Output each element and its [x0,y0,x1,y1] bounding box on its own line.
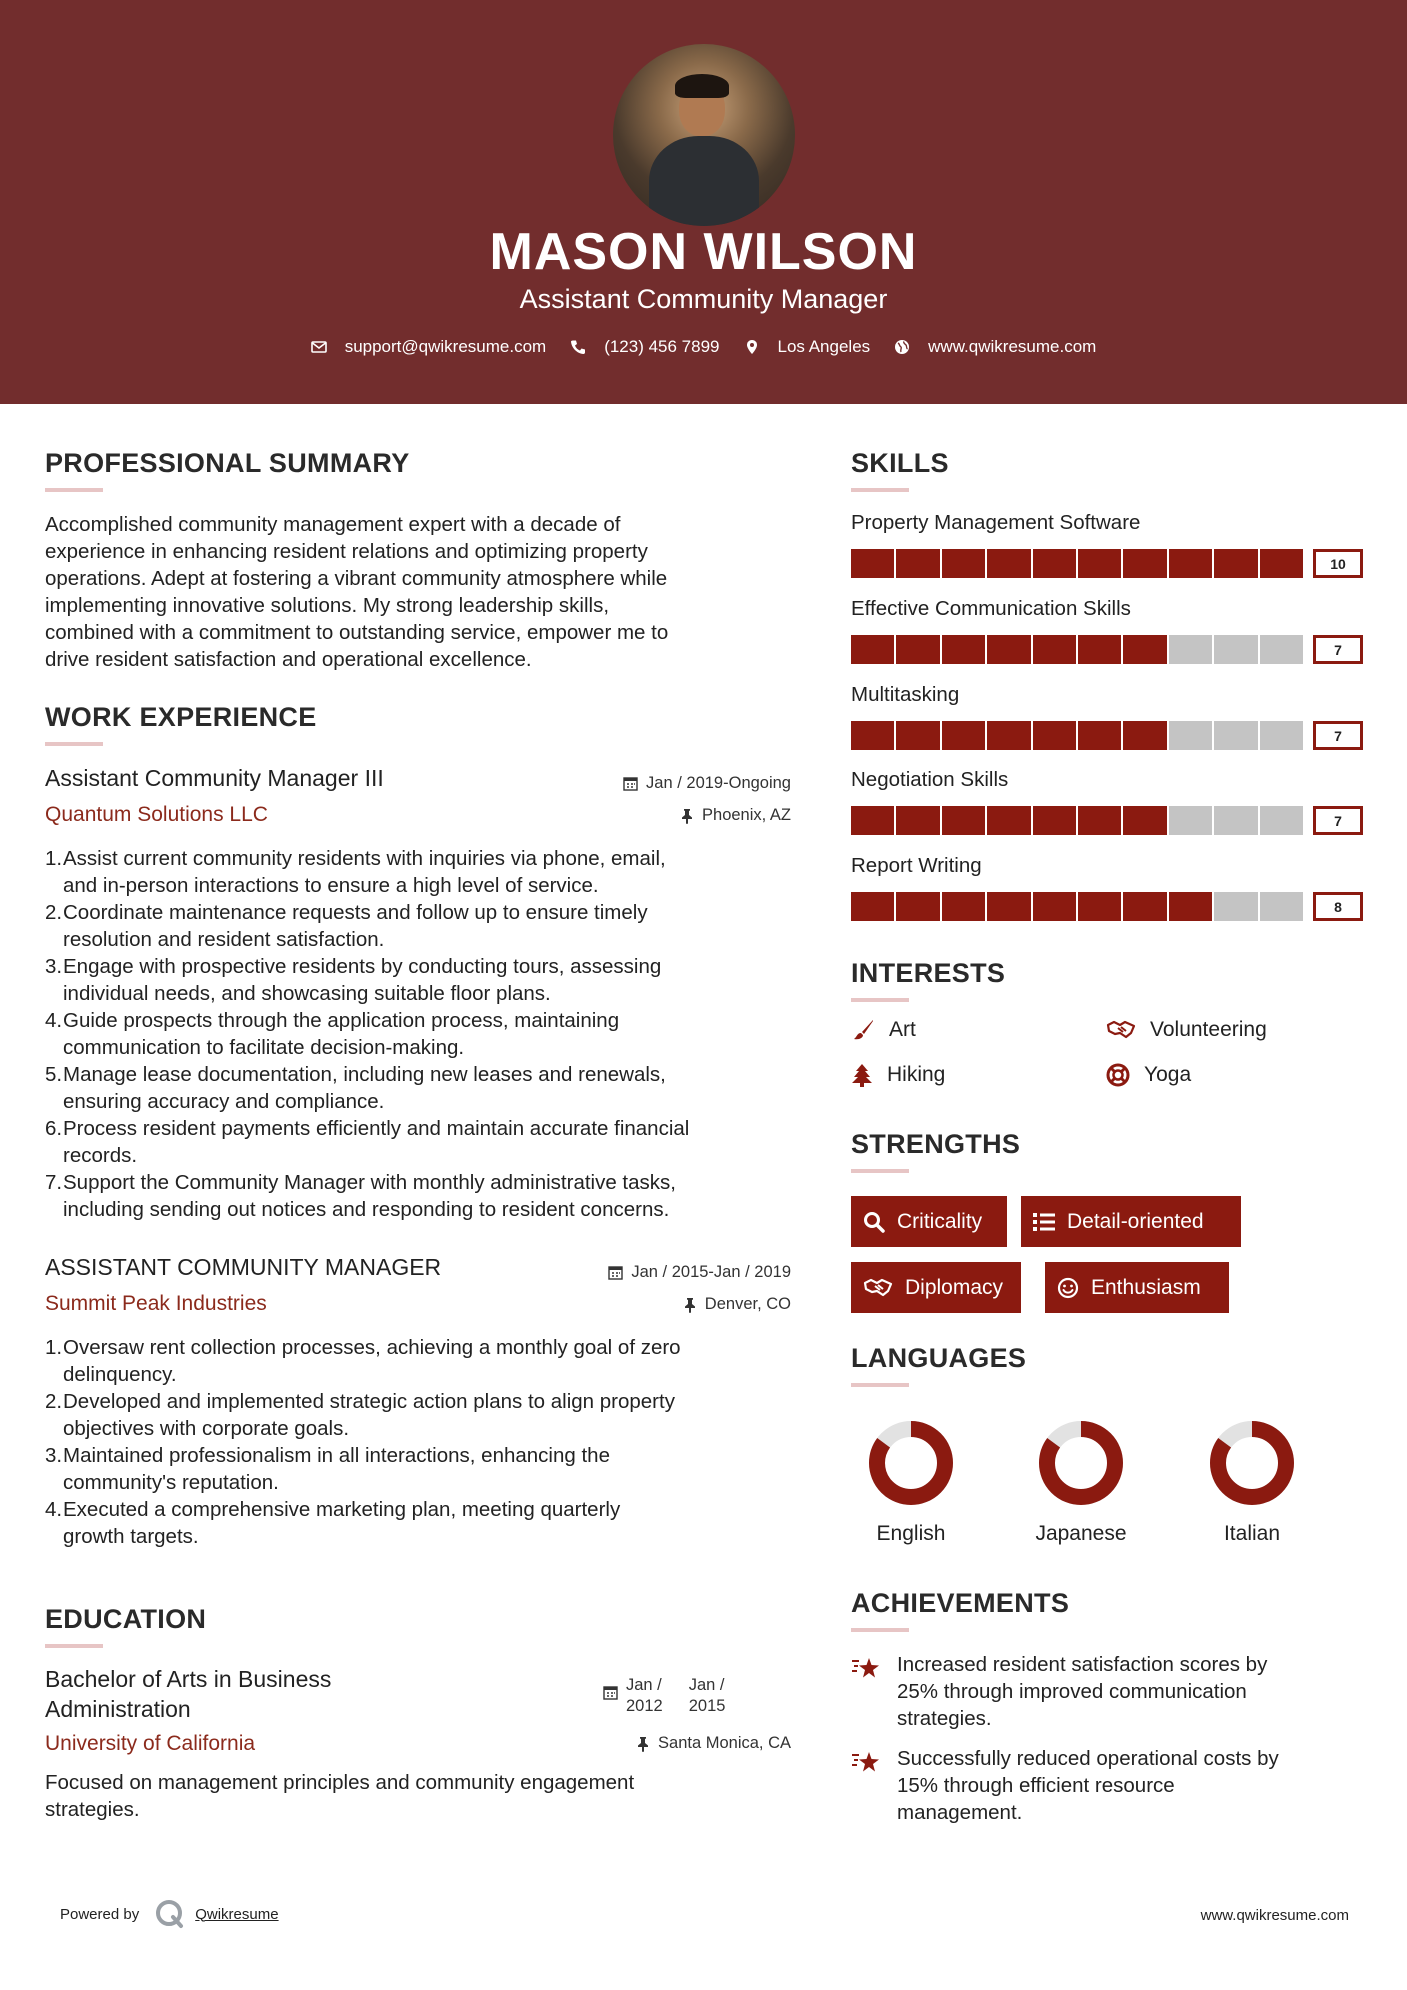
skill-name: Multitasking [851,683,960,706]
school-name: University of California [45,1732,256,1755]
languages-heading: LANGUAGES [851,1343,1027,1373]
skill-segment [987,892,1030,921]
strengths-heading: STRENGTHS [851,1129,1021,1159]
contact-website[interactable] [894,337,1096,357]
skill-segment [1214,721,1257,750]
skill-level-bar [851,892,1363,921]
skill-score: 10 [1313,549,1363,578]
summary-heading-underline [45,488,103,492]
smile-icon [1057,1277,1079,1299]
list-item: 7. Support the Community Manager with monthly administrative tasks, including sending out notices and responding to resident concerns. [45,1171,676,1221]
skill-segment [1033,806,1076,835]
skill-segment [1033,635,1076,664]
achievement-item [851,1651,1267,1732]
education-description: Focused on management principles and community engagement strategies. [45,1771,635,1821]
summary-line: drive resident satisfaction and operational excellence. [45,648,532,671]
skill-segment [1123,549,1166,578]
skill-segment [1123,721,1166,750]
language-proficiency-donut [1209,1420,1295,1506]
skill-segment [1260,549,1303,578]
job-date-text: Jan / 2015-Jan / 2019 [631,1263,791,1281]
job-duties [45,845,805,1223]
candidate-name: MASON WILSON [489,223,918,281]
skill-segment [1260,892,1303,921]
skill-segment [851,635,894,664]
skill-score: 7 [1313,806,1363,835]
interest-label: Art [889,1018,916,1041]
interest-label: Hiking [887,1063,946,1086]
skill-score: 8 [1313,892,1363,921]
job-location [680,806,791,825]
skill-segment [1123,806,1166,835]
company-name: Summit Peak Industries [45,1292,267,1315]
education-dates [603,1675,725,1717]
experience-heading-underline [45,742,103,746]
achievement-text: Increased resident satisfaction scores by 25% through improved communication strategies. [897,1653,1268,1730]
skill-score: 7 [1313,635,1363,664]
strengths-heading-underline [851,1169,909,1173]
job-date [608,1263,791,1282]
footer-website[interactable]: www.qwikresume.com [1200,1907,1349,1924]
list-item: 6. Process resident payments efficiently and maintain accurate financial records. [45,1117,690,1167]
strength-badge [1021,1196,1241,1247]
star-badge-icon [851,1749,883,1775]
summary-line: combined with a commitment to outstanding service, empower me to [45,621,669,644]
calendar-icon [603,1685,618,1700]
job-date [623,774,791,793]
handshake-icon [863,1277,893,1299]
language-name: Japanese [1035,1522,1127,1545]
list-item: 2. Coordinate maintenance requests and follow up to ensure timely resolution and resident satisfaction. [45,901,648,951]
job-location [683,1295,791,1314]
profile-photo [613,44,795,226]
summary-line: Accomplished community management expert with a decade of [45,513,621,536]
skill-segment [942,806,985,835]
contact-bar [0,337,1407,357]
summary-line: operations. Adept at fostering a vibrant community atmosphere while [45,567,668,590]
education-heading-underline [45,1644,103,1648]
skill-segment [1260,635,1303,664]
education-location [636,1734,791,1753]
language-item [1177,1420,1327,1546]
powered-by [60,1897,279,1931]
skill-name: Report Writing [851,854,982,877]
languages-heading-underline [851,1383,909,1387]
skill-level-bar [851,806,1363,835]
contact-email[interactable] [311,337,547,357]
language-proficiency-donut [1038,1420,1124,1506]
company-name: Quantum Solutions LLC [45,803,268,826]
education-heading: EDUCATION [45,1604,207,1634]
list-item: 2. Developed and implemented strategic action plans to align property objectives with corporate goals. [45,1390,675,1440]
achievements-heading-underline [851,1628,909,1632]
skill-segment [1078,635,1121,664]
education-start: Jan / 2012 [626,1676,663,1715]
resume-header [0,0,1407,404]
degree-line: Administration [45,1696,191,1722]
interest-volunteering [1106,1018,1267,1042]
degree-title [45,1664,331,1724]
list-item: 1. Assist current community residents with inquiries via phone, email, and in-person interactions to ensure a high level of service. [45,847,666,897]
skill-name: Effective Communication Skills [851,597,1131,620]
strength-label: Detail-oriented [1067,1209,1204,1233]
skill-segment [987,806,1030,835]
skill-segment [1078,549,1121,578]
achievement-item [851,1745,1279,1826]
calendar-icon [608,1265,623,1280]
skill-segment [1169,549,1212,578]
pushpin-icon [683,1297,697,1313]
skill-segment [1214,549,1257,578]
skill-segment [1033,549,1076,578]
strength-label: Diplomacy [905,1275,1004,1299]
experience-heading: WORK EXPERIENCE [45,702,317,732]
summary-line: experience in enhancing resident relations and optimizing property [45,540,648,563]
skill-segment [1033,721,1076,750]
summary-line: implementing innovative solutions. My strong leadership skills, [45,594,610,617]
skill-segment [1169,721,1212,750]
globe-icon [894,339,910,355]
interest-label: Yoga [1144,1063,1192,1086]
language-name: English [876,1522,946,1545]
language-name: Italian [1223,1522,1281,1545]
skill-segment [1169,806,1212,835]
powered-by-label: Powered by [60,1905,140,1923]
skill-segment [896,806,939,835]
skill-segment [1123,635,1166,664]
degree-line: Bachelor of Arts in Business [45,1666,332,1692]
skill-segment [1260,721,1303,750]
envelope-icon [311,339,327,355]
star-badge-icon [851,1655,883,1681]
contact-location [744,337,871,357]
contact-phone-text: (123) 456 7899 [604,337,720,356]
candidate-title: Assistant Community Manager [519,284,888,314]
skill-segment [1260,806,1303,835]
calendar-icon [623,776,638,791]
interest-yoga [1106,1063,1191,1087]
job-duties [45,1334,805,1550]
skill-segment [1123,892,1166,921]
education-location-text: Santa Monica, CA [658,1734,791,1752]
summary-text [45,511,668,673]
interest-label: Volunteering [1150,1018,1267,1041]
list-item: 3. Engage with prospective residents by conducting tours, assessing individual needs, and showcasing suitable floor plans. [45,955,662,1005]
interests-heading: INTERESTS [851,958,1006,988]
skill-segment [1214,892,1257,921]
strength-label: Criticality [897,1209,983,1233]
language-item [1006,1420,1156,1546]
qwikresume-link[interactable]: Qwikresume [195,1905,279,1923]
phone-icon [570,339,586,355]
paintbrush-icon [851,1018,875,1042]
skill-score: 7 [1313,721,1363,750]
interests-heading-underline [851,998,909,1002]
list-item: 5. Manage lease documentation, including new leases and renewals, ensuring accuracy and compliance. [45,1063,666,1113]
skill-segment [1169,635,1212,664]
skill-segment [851,549,894,578]
skill-level-bar [851,721,1363,750]
list-item: 1. Oversaw rent collection processes, achieving a monthly goal of zero delinquency. [45,1336,681,1386]
skill-segment [1078,806,1121,835]
job-title: Assistant Community Manager III [45,765,384,791]
language-item [836,1420,986,1546]
contact-website-text: www.qwikresume.com [928,337,1097,356]
achievements-heading: ACHIEVEMENTS [851,1588,1070,1618]
skill-segment [896,635,939,664]
skill-segment [942,892,985,921]
strength-badge [851,1196,1007,1247]
skill-segment [942,721,985,750]
skill-segment [1214,635,1257,664]
list-item: 3. Maintained professionalism in all interactions, enhancing the community's reputation. [45,1444,610,1494]
skill-segment [942,635,985,664]
map-pin-icon [744,339,760,355]
skill-segment [851,892,894,921]
strength-badge [1045,1262,1229,1313]
list-item: 4. Executed a comprehensive marketing plan, meeting quarterly growth targets. [45,1498,621,1548]
skill-segment [1078,721,1121,750]
list-icon [1033,1212,1055,1232]
job-date-text: Jan / 2019-Ongoing [646,774,791,792]
education-end: Jan / 2015 [688,1676,726,1715]
skill-name: Property Management Software [851,511,1141,534]
skills-heading-underline [851,488,909,492]
skill-segment [896,892,939,921]
interest-art [851,1018,916,1042]
job-location-text: Denver, CO [704,1295,791,1313]
skill-segment [942,549,985,578]
skill-segment [1078,892,1121,921]
interest-hiking [851,1063,945,1087]
search-icon [863,1211,885,1233]
strength-label: Enthusiasm [1091,1275,1201,1299]
list-item: 4. Guide prospects through the application process, maintaining communication to facilitate decision-making. [45,1009,620,1059]
job-title: ASSISTANT COMMUNITY MANAGER [45,1254,442,1280]
contact-phone[interactable] [570,337,719,357]
job-location-text: Phoenix, AZ [702,806,791,824]
skill-segment [851,721,894,750]
skill-segment [987,635,1030,664]
handshake-icon [1106,1019,1136,1041]
pushpin-icon [636,1736,650,1752]
skill-segment [987,721,1030,750]
skill-level-bar [851,635,1363,664]
pushpin-icon [680,808,694,824]
contact-location-text: Los Angeles [777,337,871,356]
qwikresume-logo-icon [153,1897,187,1931]
skill-segment [1169,892,1212,921]
achievement-text: Successfully reduced operational costs by 15% through efficient resource management. [897,1747,1279,1824]
skill-segment [987,549,1030,578]
skill-segment [896,721,939,750]
skills-heading: SKILLS [851,448,949,478]
tree-icon [851,1063,873,1087]
skill-segment [896,549,939,578]
skill-name: Negotiation Skills [851,768,1009,791]
summary-heading: PROFESSIONAL SUMMARY [45,448,410,478]
contact-email-text: support@qwikresume.com [344,337,547,356]
skill-segment [851,806,894,835]
skill-segment [1033,892,1076,921]
skill-level-bar [851,549,1363,578]
life-ring-icon [1106,1063,1130,1087]
skill-segment [1214,806,1257,835]
language-proficiency-donut [868,1420,954,1506]
strength-badge [851,1262,1021,1313]
